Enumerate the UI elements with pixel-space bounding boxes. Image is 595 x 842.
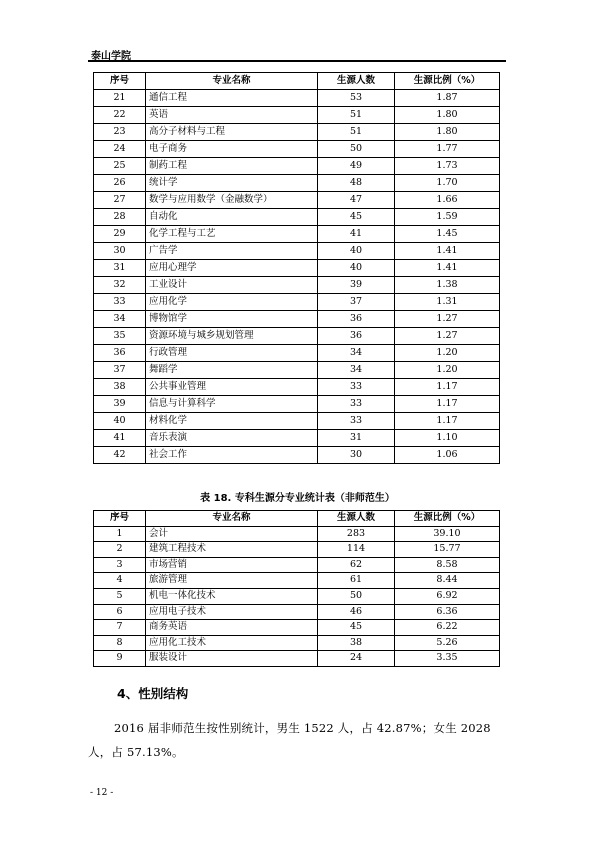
cell-major-name: 资源环境与城乡规划管理: [146, 328, 318, 345]
cell-index: 32: [94, 277, 146, 294]
table-row: [94, 124, 500, 141]
cell-ratio: 1.20: [395, 362, 500, 379]
table-row: [94, 362, 500, 379]
table-header-row: [94, 511, 500, 527]
cell-ratio: 1.17: [395, 396, 500, 413]
cell-major-name: 音乐表演: [146, 430, 318, 447]
cell-major-name: 建筑工程技术: [146, 542, 318, 558]
cell-count: 48: [318, 175, 395, 192]
cell-ratio: 1.80: [395, 124, 500, 141]
cell-index: 24: [94, 141, 146, 158]
cell-ratio: 1.41: [395, 260, 500, 277]
cell-count: 46: [318, 604, 395, 620]
cell-index: 25: [94, 158, 146, 175]
cell-ratio: 1.17: [395, 413, 500, 430]
table-caption: 表 18. 专科生源分专业统计表（非师范生）: [200, 493, 395, 504]
table-row: [94, 226, 500, 243]
cell-ratio: 5.26: [395, 635, 500, 651]
cell-count: 37: [318, 294, 395, 311]
cell-count: 34: [318, 345, 395, 362]
cell-count: 33: [318, 379, 395, 396]
cell-count: 62: [318, 557, 395, 573]
cell-count: 51: [318, 107, 395, 124]
column-header-count: 生源人数: [318, 73, 395, 90]
cell-index: 34: [94, 311, 146, 328]
table-row: [94, 413, 500, 430]
table-row: [94, 573, 500, 589]
cell-count: 34: [318, 362, 395, 379]
table-row: [94, 209, 500, 226]
cell-index: 27: [94, 192, 146, 209]
cell-count: 114: [318, 542, 395, 558]
cell-ratio: 8.58: [395, 557, 500, 573]
cell-major-name: 会计: [146, 526, 318, 542]
cell-index: 28: [94, 209, 146, 226]
cell-ratio: 6.36: [395, 604, 500, 620]
cell-count: 50: [318, 141, 395, 158]
column-header-major: 专业名称: [146, 511, 318, 527]
cell-index: 26: [94, 175, 146, 192]
cell-index: 31: [94, 260, 146, 277]
table-row: [94, 107, 500, 124]
cell-index: 8: [94, 635, 146, 651]
cell-ratio: 8.44: [395, 573, 500, 589]
cell-index: 41: [94, 430, 146, 447]
cell-ratio: 1.38: [395, 277, 500, 294]
cell-index: 7: [94, 620, 146, 636]
cell-index: 29: [94, 226, 146, 243]
cell-ratio: 1.77: [395, 141, 500, 158]
cell-index: 37: [94, 362, 146, 379]
cell-major-name: 社会工作: [146, 447, 318, 464]
cell-major-name: 信息与计算科学: [146, 396, 318, 413]
cell-index: 30: [94, 243, 146, 260]
cell-major-name: 应用电子技术: [146, 604, 318, 620]
cell-ratio: 1.20: [395, 345, 500, 362]
cell-index: 2: [94, 542, 146, 558]
page-number: - 12 -: [90, 788, 114, 798]
table-row: [94, 192, 500, 209]
cell-major-name: 市场营销: [146, 557, 318, 573]
cell-count: 33: [318, 413, 395, 430]
cell-major-name: 化学工程与工艺: [146, 226, 318, 243]
cell-count: 45: [318, 620, 395, 636]
cell-major-name: 统计学: [146, 175, 318, 192]
table-row: [94, 158, 500, 175]
cell-index: 33: [94, 294, 146, 311]
cell-count: 40: [318, 260, 395, 277]
major-statistics-table-continued: [93, 72, 500, 464]
section-heading: 4、性别结构: [117, 686, 189, 701]
cell-index: 1: [94, 526, 146, 542]
cell-major-name: 博物馆学: [146, 311, 318, 328]
cell-count: 38: [318, 635, 395, 651]
cell-ratio: 1.66: [395, 192, 500, 209]
table-row: [94, 243, 500, 260]
cell-index: 5: [94, 588, 146, 604]
cell-major-name: 通信工程: [146, 90, 318, 107]
cell-ratio: 1.31: [395, 294, 500, 311]
cell-major-name: 广告学: [146, 243, 318, 260]
table-row: [94, 620, 500, 636]
cell-count: 40: [318, 243, 395, 260]
cell-ratio: 1.73: [395, 158, 500, 175]
table-row: [94, 294, 500, 311]
cell-count: 31: [318, 430, 395, 447]
cell-major-name: 旅游管理: [146, 573, 318, 589]
table-row: [94, 557, 500, 573]
table-row: [94, 635, 500, 651]
cell-count: 39: [318, 277, 395, 294]
cell-index: 9: [94, 651, 146, 667]
cell-index: 42: [94, 447, 146, 464]
cell-major-name: 舞蹈学: [146, 362, 318, 379]
table-row: [94, 345, 500, 362]
table-row: [94, 260, 500, 277]
cell-index: 22: [94, 107, 146, 124]
cell-count: 51: [318, 124, 395, 141]
cell-ratio: 1.80: [395, 107, 500, 124]
table-row: [94, 90, 500, 107]
cell-count: 53: [318, 90, 395, 107]
cell-index: 40: [94, 413, 146, 430]
cell-index: 3: [94, 557, 146, 573]
cell-major-name: 材料化学: [146, 413, 318, 430]
cell-major-name: 服装设计: [146, 651, 318, 667]
table-row: [94, 542, 500, 558]
cell-ratio: 1.27: [395, 311, 500, 328]
cell-ratio: 39.10: [395, 526, 500, 542]
cell-major-name: 英语: [146, 107, 318, 124]
table-row: [94, 141, 500, 158]
cell-major-name: 商务英语: [146, 620, 318, 636]
cell-count: 33: [318, 396, 395, 413]
table-row: [94, 396, 500, 413]
cell-major-name: 应用心理学: [146, 260, 318, 277]
table-row: [94, 328, 500, 345]
cell-ratio: 1.41: [395, 243, 500, 260]
cell-major-name: 行政管理: [146, 345, 318, 362]
cell-count: 36: [318, 311, 395, 328]
cell-index: 23: [94, 124, 146, 141]
cell-count: 283: [318, 526, 395, 542]
cell-index: 21: [94, 90, 146, 107]
table-row: [94, 604, 500, 620]
section-paragraph: 2016 届非师范生按性别统计，男生 1522 人，占 42.87%；女生 2028 人，占 57.13%。: [88, 721, 491, 759]
table-row: [94, 588, 500, 604]
cell-ratio: 1.06: [395, 447, 500, 464]
cell-ratio: 6.22: [395, 620, 500, 636]
table-row: [94, 430, 500, 447]
cell-ratio: 15.77: [395, 542, 500, 558]
cell-count: 47: [318, 192, 395, 209]
cell-count: 30: [318, 447, 395, 464]
cell-ratio: 1.45: [395, 226, 500, 243]
cell-ratio: 6.92: [395, 588, 500, 604]
cell-index: 38: [94, 379, 146, 396]
cell-count: 61: [318, 573, 395, 589]
column-header-major: 专业名称: [146, 73, 318, 90]
cell-index: 6: [94, 604, 146, 620]
header-rule: [88, 60, 506, 62]
table-row: [94, 379, 500, 396]
cell-ratio: 3.35: [395, 651, 500, 667]
cell-ratio: 1.10: [395, 430, 500, 447]
cell-index: 39: [94, 396, 146, 413]
cell-major-name: 电子商务: [146, 141, 318, 158]
vocational-major-statistics-table: [93, 510, 500, 667]
column-header-index: 序号: [94, 511, 146, 527]
cell-ratio: 1.27: [395, 328, 500, 345]
table-row: [94, 651, 500, 667]
cell-index: 4: [94, 573, 146, 589]
table-row: [94, 526, 500, 542]
column-header-ratio: 生源比例（%）: [395, 73, 500, 90]
cell-index: 36: [94, 345, 146, 362]
cell-count: 36: [318, 328, 395, 345]
cell-count: 50: [318, 588, 395, 604]
cell-count: 45: [318, 209, 395, 226]
table-row: [94, 447, 500, 464]
document-header-title: 泰山学院: [91, 51, 131, 62]
cell-ratio: 1.70: [395, 175, 500, 192]
cell-count: 49: [318, 158, 395, 175]
table-row: [94, 311, 500, 328]
column-header-index: 序号: [94, 73, 146, 90]
cell-ratio: 1.17: [395, 379, 500, 396]
column-header-count: 生源人数: [318, 511, 395, 527]
column-header-ratio: 生源比例（%）: [395, 511, 500, 527]
cell-major-name: 自动化: [146, 209, 318, 226]
cell-count: 41: [318, 226, 395, 243]
cell-major-name: 工业设计: [146, 277, 318, 294]
cell-major-name: 公共事业管理: [146, 379, 318, 396]
cell-count: 24: [318, 651, 395, 667]
cell-major-name: 机电一体化技术: [146, 588, 318, 604]
table-header-row: [94, 73, 500, 90]
cell-major-name: 应用化工技术: [146, 635, 318, 651]
cell-major-name: 高分子材料与工程: [146, 124, 318, 141]
cell-ratio: 1.59: [395, 209, 500, 226]
cell-index: 35: [94, 328, 146, 345]
table-row: [94, 175, 500, 192]
table-row: [94, 277, 500, 294]
cell-ratio: 1.87: [395, 90, 500, 107]
cell-major-name: 数学与应用数学（金融数学）: [146, 192, 318, 209]
cell-major-name: 应用化学: [146, 294, 318, 311]
cell-major-name: 制药工程: [146, 158, 318, 175]
